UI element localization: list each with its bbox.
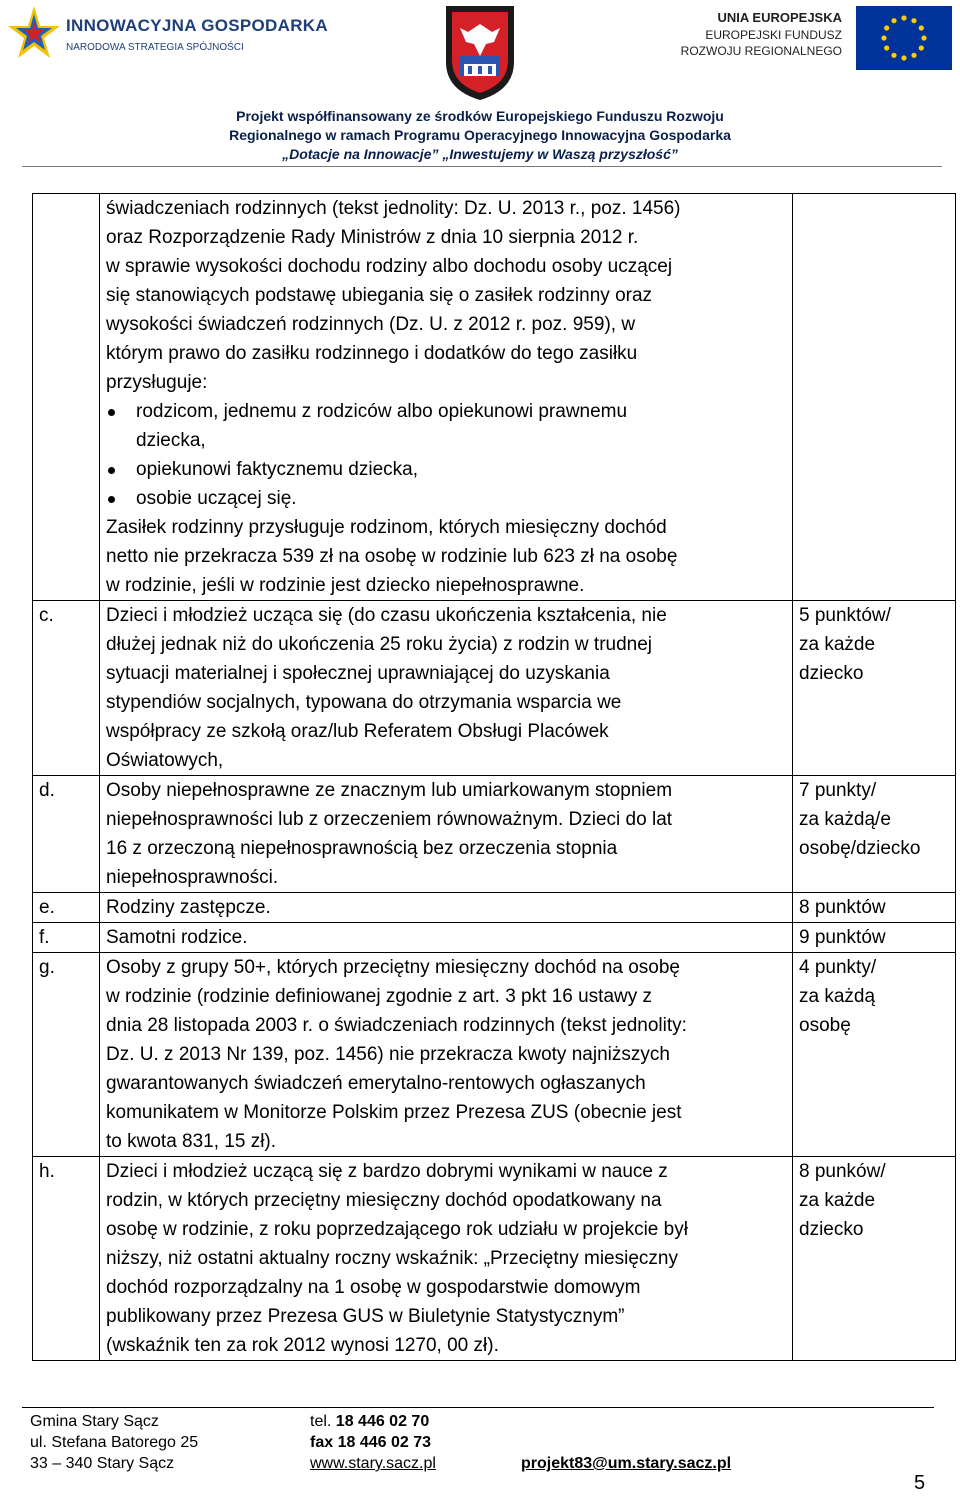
text-line: sytuacji materialnej i społecznej uprawniającej do uzyskania	[106, 663, 610, 684]
row-description	[100, 194, 793, 601]
points-line: osobę/dziecko	[799, 838, 921, 859]
row-letter: f.	[33, 923, 100, 953]
table-row	[33, 776, 956, 893]
row-description	[100, 953, 793, 1157]
row-points	[793, 194, 956, 601]
text-line: dłużej jednak niż do ukończenia 25 roku życia) z rodzin w trudnej	[106, 634, 653, 655]
criteria-table	[32, 193, 956, 1361]
points-line: za każdą/e	[799, 809, 891, 830]
text-line: współpracy ze szkołą oraz/lub Referatem Obsługi Placówek	[106, 721, 609, 742]
phone-number: 18 446 02 70	[335, 1413, 430, 1430]
table-row	[33, 194, 956, 601]
row-points	[793, 953, 956, 1157]
eu-flag-icon	[856, 6, 952, 70]
text-line: stypendiów socjalnych, typowana do otrzymania wsparcia we	[106, 692, 622, 713]
text-line: Zasiłek rodzinny przysługuje rodzinom, których miesięczny dochód	[106, 517, 667, 538]
points-line: 4 punkty/	[799, 957, 877, 978]
eu-erdf-logo	[676, 6, 960, 70]
text-line: osobę w rodzinie, z roku poprzedzającego rok udziału w projekcie był	[106, 1219, 688, 1240]
row-description	[100, 776, 793, 893]
points-line: dziecko	[799, 663, 864, 684]
project-line-2: Regionalnego w ramach Programu Operacyjnego Innowacyjna Gospodarka	[229, 127, 731, 143]
row-points	[793, 776, 956, 893]
footer-fax: fax 18 446 02 73	[310, 1434, 431, 1451]
points-line: za każde	[799, 634, 876, 655]
table-row	[33, 1157, 956, 1361]
row-letter: h.	[33, 1157, 100, 1361]
text-line: netto nie przekracza 539 zł na osobę w rodzinie lub 623 zł na osobę	[106, 546, 678, 567]
text-line: niepełnosprawności lub z orzeczeniem równoważnym. Dzieci do lat	[106, 809, 673, 830]
points-line: 7 punkty/	[799, 780, 877, 801]
eu-logo-line1: UNIA EUROPEJSKA	[717, 10, 842, 25]
footer-divider	[22, 1407, 934, 1408]
text-line: Rodziny zastępcze.	[106, 897, 271, 918]
points-line: 8 punktów	[799, 897, 886, 918]
row-points	[793, 601, 956, 776]
header-divider	[22, 166, 942, 167]
phone-label: tel.	[310, 1413, 332, 1430]
row-points	[793, 923, 956, 953]
list-item: rodzicom, jednemu z rodziców albo opiekunowi prawnemu dziecka,	[106, 397, 666, 455]
table-row	[33, 923, 956, 953]
text-line: Dzieci i młodzież ucząca się (do czasu ukończenia kształcenia, nie	[106, 605, 667, 626]
list-item: opiekunowi faktycznemu dziecka,	[106, 455, 666, 484]
text-line: w sprawie wysokości dochodu rodziny albo dochodu osoby uczącej	[106, 256, 673, 277]
text-line: wysokości świadczeń rodzinnych (Dz. U. z 2012 r. poz. 959), w	[106, 314, 636, 335]
points-line: 9 punktów	[799, 927, 886, 948]
points-line: dziecko	[799, 1219, 864, 1240]
footer-address-line-3: 33 – 340 Stary Sącz	[30, 1455, 175, 1472]
text-line: Osoby z grupy 50+, których przeciętny miesięczny dochód na osobę	[106, 957, 680, 978]
footer-phone	[310, 1413, 429, 1431]
eu-logo-line3: ROZWOJU REGIONALNEGO	[680, 44, 842, 58]
points-line: za każdą	[799, 986, 876, 1007]
points-line: 8 punków/	[799, 1161, 886, 1182]
list-item: osobie uczącej się.	[106, 484, 666, 513]
page-number: 5	[914, 1472, 926, 1494]
text-line: w rodzinie (rodzinie definiowanej zgodnie z art. 3 pkt 16 ustawy z	[106, 986, 653, 1007]
project-line-1: Projekt współfinansowany ze środków Europejskiego Funduszu Rozwoju	[236, 108, 724, 124]
text-line: dnia 28 listopada 2003 r. o świadczeniach rodzinnych (tekst jednolity:	[106, 1015, 687, 1036]
table-row	[33, 601, 956, 776]
row-letter: d.	[33, 776, 100, 893]
row-description	[100, 1157, 793, 1361]
ig-logo-subtitle: NARODOWA STRATEGIA SPÓJNOŚCI	[66, 42, 244, 53]
text-line: to kwota 831, 15 zł).	[106, 1131, 277, 1152]
text-line: 16 z orzeczoną niepełnosprawnością bez orzeczenia stopnia	[106, 838, 618, 859]
text-line: którym prawo do zasiłku rodzinnego i dodatków do tego zasiłku	[106, 343, 638, 364]
text-line: się stanowiących podstawę ubiegania się o zasiłek rodzinny oraz	[106, 285, 653, 306]
ig-logo-title: INNOWACYJNA GOSPODARKA	[66, 16, 328, 35]
text-line: komunikatem w Monitorze Polskim przez Prezesa ZUS (obecnie jest	[106, 1102, 682, 1123]
eu-logo-line2: EUROPEJSKI FUNDUSZ	[705, 28, 842, 42]
text-line: oraz Rozporządzenie Rady Ministrów z dnia 10 sierpnia 2012 r.	[106, 227, 639, 248]
text-line: niepełnosprawności.	[106, 867, 279, 888]
text-line: przysługuje:	[106, 372, 208, 393]
row-description	[100, 893, 793, 923]
row-letter: c.	[33, 601, 100, 776]
project-line-3: „Dotacje na Innowacje” „Inwestujemy w Waszą przyszłość”	[282, 146, 678, 162]
text-line: gwarantowanych świadczeń emerytalno-rentowych ogłaszanych	[106, 1073, 646, 1094]
innowacyjna-gospodarka-logo	[6, 4, 328, 68]
row-letter: g.	[33, 953, 100, 1157]
text-line: Osoby niepełnosprawne ze znacznym lub umiarkowanym stopniem	[106, 780, 673, 801]
text-line: Samotni rodzice.	[106, 927, 248, 948]
bullet-list	[106, 397, 666, 513]
row-letter	[33, 194, 100, 601]
footer-address-line-2: ul. Stefana Batorego 25	[30, 1434, 199, 1451]
text-line: (wskaźnik ten za rok 2012 wynosi 1270, 00 zł).	[106, 1335, 499, 1356]
text-line: rodzin, w których przeciętny miesięczny dochód opodatkowany na	[106, 1190, 662, 1211]
text-line: świadczeniach rodzinnych (tekst jednolity: Dz. U. 2013 r., poz. 1456)	[106, 198, 681, 219]
row-points	[793, 1157, 956, 1361]
table-row	[33, 893, 956, 923]
points-line: za każde	[799, 1190, 876, 1211]
row-description	[100, 923, 793, 953]
text-line: Dz. U. z 2013 Nr 139, poz. 1456) nie przekracza kwoty najniższych	[106, 1044, 670, 1065]
text-line: Oświatowych,	[106, 750, 224, 771]
text-line: dochód rozporządzalny na 1 osobę w gospodarstwie domowym	[106, 1277, 641, 1298]
points-line: osobę	[799, 1015, 851, 1036]
text-line: publikowany przez Prezesa GUS w Biuletynie Statystycznym”	[106, 1306, 625, 1327]
text-line: w rodzinie, jeśli w rodzinie jest dziecko niepełnosprawne.	[106, 575, 585, 596]
row-points	[793, 893, 956, 923]
table-row	[33, 953, 956, 1157]
row-description	[100, 601, 793, 776]
footer-address-line-1: Gmina Stary Sącz	[30, 1413, 159, 1430]
text-line: Dzieci i młodzież uczącą się z bardzo dobrymi wynikami w nauce z	[106, 1161, 668, 1182]
footer-website-link[interactable]: www.stary.sacz.pl	[310, 1455, 436, 1472]
stary-sacz-crest-icon	[440, 2, 520, 102]
footer-email-link[interactable]: projekt83@um.stary.sacz.pl	[521, 1455, 732, 1472]
points-line: 5 punktów/	[799, 605, 891, 626]
ig-star-icon	[6, 4, 62, 64]
row-letter: e.	[33, 893, 100, 923]
text-line: niższy, niż ostatni aktualny roczny wskaźnik: „Przeciętny miesięczny	[106, 1248, 678, 1269]
